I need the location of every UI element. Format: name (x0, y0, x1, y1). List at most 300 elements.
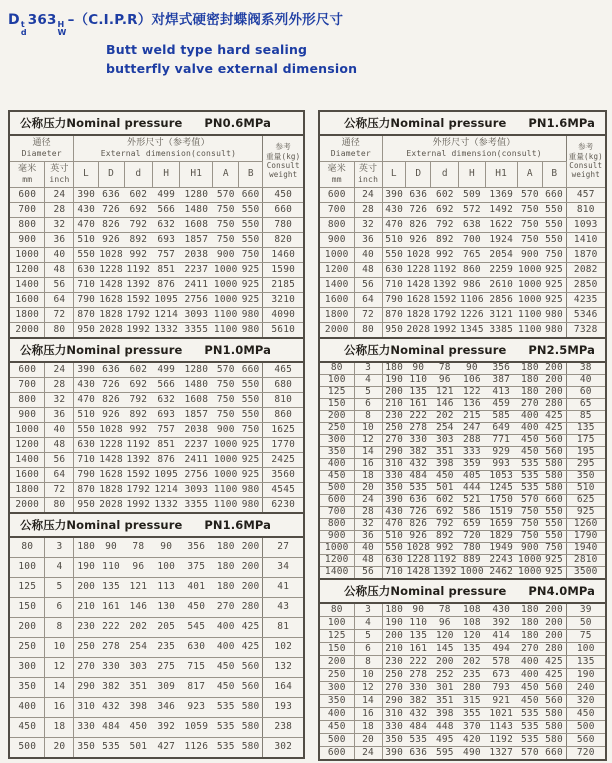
table-cell: 280 (543, 642, 567, 655)
table-cell: 32 (354, 217, 382, 232)
subtitle-line-1: Butt weld type hard sealing (106, 41, 308, 57)
table-cell: 400 (517, 655, 542, 668)
table-cell: 900 (9, 232, 45, 247)
table-cell: 1792 (431, 307, 459, 322)
table-cell: 1200 (9, 437, 45, 452)
table-cell: 560 (543, 694, 567, 707)
table-cell: 680 (263, 377, 304, 392)
table-cell: 180 (382, 362, 406, 375)
table-cell: 16 (354, 458, 382, 470)
table-cell: 550 (543, 217, 567, 232)
table-cell: 986 (459, 277, 485, 292)
table-cell: 425 (543, 655, 567, 668)
table-row (9, 497, 304, 513)
table-cell: 550 (543, 530, 567, 542)
table-cell: 925 (239, 262, 263, 277)
table-cell: 350 (382, 482, 406, 494)
table-cell: 1410 (566, 232, 606, 247)
table-cell: 638 (459, 217, 485, 232)
table-cell: 793 (485, 681, 517, 694)
table-cell: 700 (319, 202, 354, 217)
table-cell: 1000 (213, 277, 239, 292)
inch-header: 英寸 inch (354, 161, 382, 187)
table-cell: 8 (354, 410, 382, 422)
table-row (9, 322, 304, 338)
weight-header: 参考 重量(kg) Consult weight (566, 135, 606, 188)
table-cell: 1126 (180, 737, 213, 758)
table-cell: 64 (45, 292, 74, 307)
table-cell: 190 (74, 557, 98, 577)
left-table-column (8, 110, 305, 759)
table-cell: 693 (153, 232, 180, 247)
table-cell: 161 (98, 597, 124, 617)
table-cell: 535 (406, 482, 431, 494)
table-row (9, 277, 304, 292)
table-cell: 250 (9, 637, 45, 657)
table-cell: 560 (543, 434, 567, 446)
table-cell: 390 (74, 362, 98, 378)
table-cell: 200 (543, 616, 567, 629)
table-cell: 586 (459, 506, 485, 518)
table-cell: 2000 (9, 497, 45, 513)
table-cell: 2038 (180, 247, 213, 262)
table-cell: 1021 (485, 707, 517, 720)
table-cell: 400 (319, 458, 354, 470)
table-cell: 56 (45, 277, 74, 292)
table-cell: 550 (74, 247, 98, 262)
table-cell: 278 (98, 637, 124, 657)
table-cell: 1857 (180, 232, 213, 247)
table-cell: 350 (566, 470, 606, 482)
table-cell: 200 (543, 362, 567, 375)
table-cell: 550 (382, 247, 406, 262)
table-cell: 1828 (98, 307, 124, 322)
table-cell: 889 (459, 554, 485, 566)
table-cell: 432 (406, 707, 431, 720)
table-cell: 270 (382, 434, 406, 446)
table-cell: 992 (124, 422, 153, 437)
table-cell: 8 (45, 617, 74, 637)
table-cell: 1492 (485, 202, 517, 217)
table-cell: 1000 (9, 422, 45, 437)
pressure-label: 公称压力Nominal pressure (344, 342, 507, 357)
table-cell: 1770 (263, 437, 304, 452)
table-cell: 470 (382, 518, 406, 530)
table-cell: 750 (517, 202, 542, 217)
table-row (319, 720, 606, 733)
table-cell: 36 (45, 232, 74, 247)
table-cell: 602 (124, 362, 153, 378)
table-cell: 465 (263, 362, 304, 378)
table-cell: 1659 (485, 518, 517, 530)
table-row (319, 307, 606, 322)
table-cell: 180 (213, 537, 239, 558)
table-cell: 202 (459, 655, 485, 668)
table-cell: 560 (239, 677, 263, 697)
table-cell: 2850 (566, 277, 606, 292)
table-cell: 270 (517, 642, 542, 655)
table-cell: 535 (517, 707, 542, 720)
table-cell: 2082 (566, 262, 606, 277)
table-cell: 4235 (566, 292, 606, 307)
table-cell: 24 (354, 494, 382, 506)
table-cell: 630 (382, 554, 406, 566)
table-cell: 900 (517, 542, 542, 554)
table-row (319, 681, 606, 694)
table-cell: 20 (354, 733, 382, 746)
table-cell: 925 (543, 292, 567, 307)
table-cell: 210 (382, 398, 406, 410)
table-cell: 1192 (485, 733, 517, 746)
table-cell: 270 (74, 657, 98, 677)
table-cell: 48 (45, 262, 74, 277)
table-cell: 330 (406, 434, 431, 446)
table-cell: 710 (74, 452, 98, 467)
table-cell: 200 (319, 655, 354, 668)
table-cell: 700 (459, 232, 485, 247)
table-cell: 450 (319, 720, 354, 733)
table-cell: 470 (74, 217, 98, 232)
table-cell: 459 (485, 398, 517, 410)
dim-col-header: A (517, 161, 542, 187)
table-cell: 750 (517, 518, 542, 530)
table-row (319, 362, 606, 375)
table-cell: 4 (45, 557, 74, 577)
table-cell: 398 (431, 707, 459, 720)
table-cell: 200 (543, 374, 567, 386)
table-cell: 180 (517, 386, 542, 398)
table-cell: 110 (98, 557, 124, 577)
table-cell: 726 (98, 202, 124, 217)
table-cell: 125 (319, 629, 354, 642)
table-cell: 550 (239, 217, 263, 232)
table-cell: 3 (354, 362, 382, 375)
table-cell: 3121 (485, 307, 517, 322)
table-cell: 572 (459, 202, 485, 217)
table-cell: 810 (566, 202, 606, 217)
table-cell: 202 (431, 410, 459, 422)
table-row (319, 374, 606, 386)
table-cell: 190 (566, 668, 606, 681)
table-cell: 750 (543, 542, 567, 554)
table-cell: 121 (124, 577, 153, 597)
table-cell: 570 (517, 187, 542, 202)
pressure-label: 公称压力Nominal pressure (20, 342, 183, 357)
table-row (9, 217, 304, 232)
table-cell: 535 (213, 737, 239, 758)
table-cell: 550 (543, 518, 567, 530)
table-row (9, 362, 304, 378)
table-cell: 1628 (406, 292, 431, 307)
table-cell: 1200 (319, 554, 354, 566)
table-cell: 1100 (517, 307, 542, 322)
table-row (9, 247, 304, 262)
table-cell: 302 (263, 737, 304, 758)
table-cell: 398 (124, 697, 153, 717)
diameter-header: 通径 Diameter (9, 135, 74, 162)
table-cell: 290 (382, 694, 406, 707)
table-cell: 2856 (485, 292, 517, 307)
tables-area (0, 110, 612, 761)
table-cell: 535 (213, 697, 239, 717)
table-row (9, 232, 304, 247)
table-cell: 826 (98, 392, 124, 407)
table-cell: 230 (382, 410, 406, 422)
table-cell: 180 (517, 616, 542, 629)
table-cell: 660 (543, 187, 567, 202)
dimension-table-left (8, 110, 305, 759)
table-cell: 90 (406, 603, 431, 617)
table-row (319, 458, 606, 470)
dim-col-header: A (213, 161, 239, 187)
table-row (319, 217, 606, 232)
table-cell: 100 (9, 557, 45, 577)
table-cell: 96 (431, 374, 459, 386)
table-cell: 3093 (180, 307, 213, 322)
table-cell: 1800 (319, 307, 354, 322)
table-cell: 892 (431, 530, 459, 542)
table-row (319, 603, 606, 617)
dimension-header: 外形尺寸（参考值） External dimension(consult) (74, 135, 263, 162)
table-cell: 1000 (9, 247, 45, 262)
dim-col-header: L (382, 161, 406, 187)
dim-col-header: D (406, 161, 431, 187)
table-cell: 1106 (459, 292, 485, 307)
table-cell: 1600 (9, 467, 45, 482)
table-cell: 41 (263, 577, 304, 597)
pressure-title (319, 111, 606, 135)
table-cell: 405 (459, 470, 485, 482)
table-cell: 205 (153, 617, 180, 637)
table-cell: 4090 (263, 307, 304, 322)
table-cell: 580 (543, 733, 567, 746)
table-cell: 32 (354, 518, 382, 530)
table-cell: 550 (543, 232, 567, 247)
table-cell: 200 (319, 410, 354, 422)
table-cell: 1392 (431, 566, 459, 579)
table-cell: 390 (382, 494, 406, 506)
table-cell: 2028 (406, 322, 431, 338)
table-cell: 96 (431, 616, 459, 629)
table-row (9, 657, 304, 677)
table-cell: 180 (213, 557, 239, 577)
table-cell: 1392 (431, 277, 459, 292)
table-cell: 600 (9, 362, 45, 378)
table-cell: 390 (382, 746, 406, 760)
table-cell: 484 (98, 717, 124, 737)
table-cell: 1228 (406, 554, 431, 566)
table-cell: 600 (319, 746, 354, 760)
table-cell: 34 (263, 557, 304, 577)
table-cell: 315 (459, 694, 485, 707)
table-cell: 40 (45, 422, 74, 437)
table-cell: 303 (124, 657, 153, 677)
table-cell: 10 (45, 637, 74, 657)
table-cell: 121 (431, 386, 459, 398)
table-cell: 792 (431, 518, 459, 530)
table-cell: 12 (354, 434, 382, 446)
table-cell: 80 (45, 497, 74, 513)
table-cell: 876 (153, 277, 180, 292)
table-cell: 4 (354, 616, 382, 629)
table-cell: 501 (431, 482, 459, 494)
table-cell: 387 (485, 374, 517, 386)
table-cell: 4 (354, 374, 382, 386)
table-cell: 180 (517, 603, 542, 617)
table-cell: 1200 (319, 262, 354, 277)
table-row (319, 733, 606, 746)
dimension-header: 外形尺寸（参考值） External dimension(consult) (382, 135, 566, 162)
table-row (319, 470, 606, 482)
table-row (9, 307, 304, 322)
table-cell: 550 (382, 542, 406, 554)
table-cell: 1228 (406, 262, 431, 277)
dim-col-header: D (98, 161, 124, 187)
table-cell: 113 (153, 577, 180, 597)
table-cell: 636 (406, 187, 431, 202)
table-cell: 135 (98, 577, 124, 597)
table-cell: 1792 (124, 307, 153, 322)
table-cell: 720 (459, 530, 485, 542)
table-cell: 750 (517, 217, 542, 232)
table-cell: 2237 (180, 437, 213, 452)
table-cell: 2000 (319, 322, 354, 338)
table-cell: 280 (239, 597, 263, 617)
table-cell: 400 (9, 697, 45, 717)
table-cell: 450 (431, 470, 459, 482)
table-cell: 200 (74, 577, 98, 597)
pressure-value: PN1.6MPa (204, 517, 271, 532)
table-cell: 470 (382, 217, 406, 232)
table-cell: 350 (382, 733, 406, 746)
table-cell: 826 (406, 518, 431, 530)
table-cell: 28 (354, 202, 382, 217)
table-cell: 301 (431, 681, 459, 694)
table-cell: 660 (543, 746, 567, 760)
table-cell: 535 (98, 737, 124, 758)
table-cell: 860 (459, 262, 485, 277)
table-cell: 1332 (153, 322, 180, 338)
table-cell: 450 (517, 694, 542, 707)
table-cell: 1100 (213, 322, 239, 338)
table-cell: 222 (406, 410, 431, 422)
table-cell: 106 (459, 374, 485, 386)
table-cell: 1949 (485, 542, 517, 554)
table-cell: 535 (517, 720, 542, 733)
table-cell: 222 (98, 617, 124, 637)
table-cell: 4545 (263, 482, 304, 497)
table-cell: 1028 (98, 422, 124, 437)
table-cell: 72 (45, 482, 74, 497)
table-cell: 250 (382, 422, 406, 434)
table-cell: 790 (74, 292, 98, 307)
table-cell: 566 (153, 377, 180, 392)
table-row (319, 554, 606, 566)
table-cell: 40 (354, 542, 382, 554)
table-cell: 200 (9, 617, 45, 637)
table-cell: 1392 (124, 277, 153, 292)
table-cell: 5610 (263, 322, 304, 338)
table-cell: 870 (382, 307, 406, 322)
table-cell: 5346 (566, 307, 606, 322)
table-cell: 40 (45, 247, 74, 262)
table-cell: 750 (213, 377, 239, 392)
table-cell: 925 (543, 262, 567, 277)
table-cell: 490 (459, 746, 485, 760)
table-cell: 2462 (485, 566, 517, 579)
table-cell: 425 (239, 617, 263, 637)
table-cell: 925 (239, 292, 263, 307)
table-cell: 1000 (213, 292, 239, 307)
table-row (9, 617, 304, 637)
table-row (9, 557, 304, 577)
table-cell: 32 (45, 217, 74, 232)
table-cell: 550 (543, 506, 567, 518)
table-cell: 1600 (319, 292, 354, 307)
weight-header: 参考 重量(kg) Consult weight (263, 135, 304, 188)
table-cell: 135 (459, 642, 485, 655)
table-cell: 150 (319, 398, 354, 410)
table-cell: 75 (566, 629, 606, 642)
table-cell: 3 (354, 603, 382, 617)
table-row (9, 697, 304, 717)
table-cell: 1192 (124, 437, 153, 452)
table-cell: 20 (354, 482, 382, 494)
table-cell: 254 (124, 637, 153, 657)
table-cell: 420 (459, 733, 485, 746)
table-cell: 1992 (124, 322, 153, 338)
table-cell: 300 (9, 657, 45, 677)
table-cell: 750 (543, 247, 567, 262)
table-cell: 24 (45, 362, 74, 378)
table-row (319, 446, 606, 458)
table-cell: 2185 (263, 277, 304, 292)
table-cell: 1600 (9, 292, 45, 307)
table-cell: 1345 (459, 322, 485, 338)
table-cell: 1059 (180, 717, 213, 737)
model-suffix: –（C.I.P.R）对焊式硬密封蝶阀系列外形尺寸 (67, 12, 344, 28)
table-cell: 320 (566, 694, 606, 707)
table-cell: 792 (431, 217, 459, 232)
table-row (9, 737, 304, 758)
table-cell: 550 (239, 377, 263, 392)
table-cell: 450 (180, 597, 213, 617)
table-cell: 448 (431, 720, 459, 733)
table-cell: 2028 (98, 322, 124, 338)
table-cell: 427 (153, 737, 180, 758)
table-cell: 200 (382, 386, 406, 398)
table-cell: 484 (406, 720, 431, 733)
table-cell: 6230 (263, 497, 304, 513)
table-cell: 925 (543, 554, 567, 566)
table-cell: 39 (566, 603, 606, 617)
table-cell: 726 (406, 506, 431, 518)
table-cell: 450 (517, 681, 542, 694)
table-cell: 484 (406, 470, 431, 482)
table-cell: 715 (180, 657, 213, 677)
table-cell: 1628 (98, 292, 124, 307)
column-header-row (319, 135, 606, 162)
table-cell: 790 (74, 467, 98, 482)
table-cell: 535 (406, 733, 431, 746)
table-cell: 350 (319, 694, 354, 707)
table-cell: 72 (45, 307, 74, 322)
table-cell: 521 (459, 494, 485, 506)
table-cell: 12 (45, 657, 74, 677)
table-cell: 3 (45, 537, 74, 558)
table-cell: 1000 (518, 566, 542, 578)
table-cell: 390 (74, 187, 98, 202)
